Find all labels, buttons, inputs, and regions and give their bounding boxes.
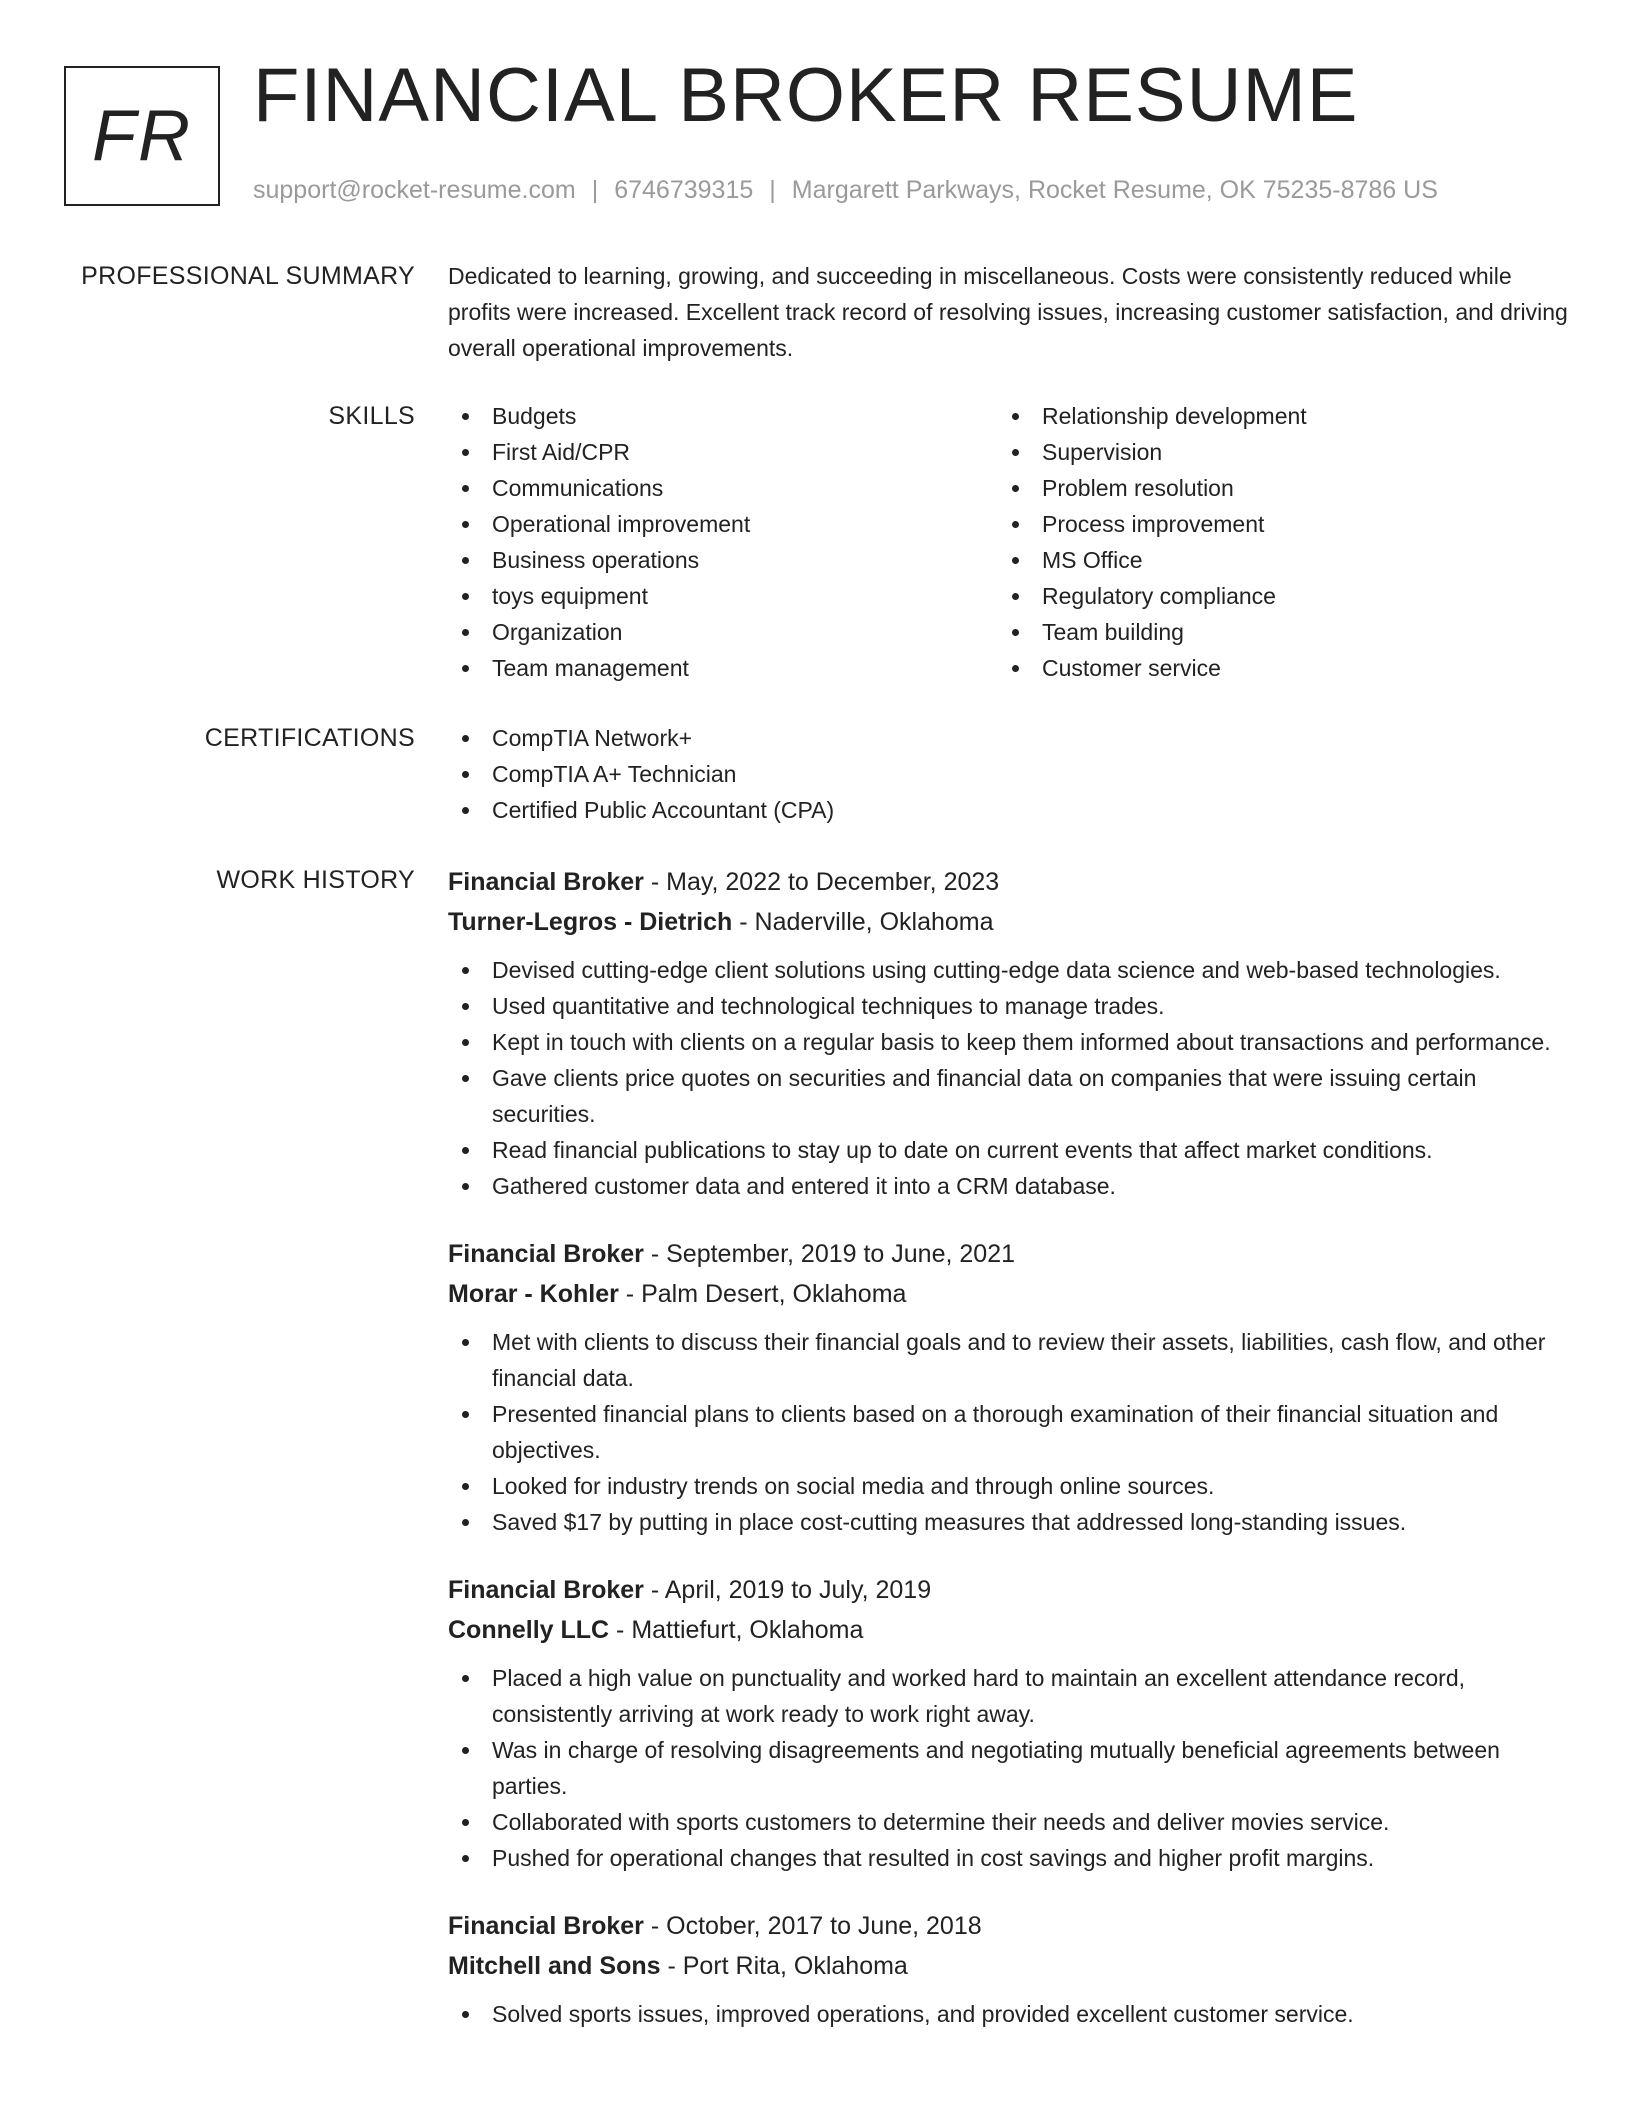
company-location: - Port Rita, Oklahoma — [660, 1952, 908, 1980]
job-bullets — [448, 952, 1568, 1204]
certification-item: Certified Public Accountant (CPA) — [448, 792, 1568, 828]
summary-text: Dedicated to learning, growing, and succeeding in miscellaneous. Costs were consistently reduced while profits were increased. Excellent track record of resolving issues, increasing customer satisfaction, and driving overall operational improvements. — [448, 263, 1568, 361]
job-entry — [448, 1234, 1568, 1540]
job-entry — [448, 862, 1568, 1204]
company-name: Turner-Legros - Dietrich — [448, 908, 733, 936]
job-title: Financial Broker — [448, 868, 644, 896]
skill-item: Process improvement — [998, 506, 1548, 542]
skill-item: Customer service — [998, 650, 1548, 686]
job-title: Financial Broker — [448, 1576, 644, 1604]
skill-item: Team building — [998, 614, 1548, 650]
company-location: - Mattiefurt, Oklahoma — [609, 1616, 864, 1644]
skill-item: First Aid/CPR — [448, 434, 998, 470]
section-heading: CERTIFICATIONS — [204, 724, 415, 752]
company-location: - Naderville, Oklahoma — [732, 908, 994, 936]
job-bullet: Gave clients price quotes on securities and financial data on companies that were issuing certain securities. — [448, 1060, 1568, 1132]
job-bullet: Looked for industry trends on social media and through online sources. — [448, 1468, 1568, 1504]
job-dates: - October, 2017 to June, 2018 — [643, 1912, 982, 1940]
job-dates: - September, 2019 to June, 2021 — [643, 1240, 1015, 1268]
skill-item: Operational improvement — [448, 506, 998, 542]
skills-list — [448, 398, 1568, 686]
skill-item: Business operations — [448, 542, 998, 578]
skill-item: Regulatory compliance — [998, 578, 1548, 614]
job-bullet: Met with clients to discuss their financial goals and to review their assets, liabilities, cash flow, and other financial data. — [448, 1324, 1568, 1396]
skills-column-1 — [448, 398, 998, 686]
skill-item: Budgets — [448, 398, 998, 434]
company-line — [448, 1946, 1568, 1986]
address: Margarett Parkways, Rocket Resume, OK 75235-8786 US — [791, 176, 1438, 204]
contact-line — [253, 176, 1438, 205]
skill-item: Organization — [448, 614, 998, 650]
job-bullet: Read financial publications to stay up to date on current events that affect market conditions. — [448, 1132, 1568, 1168]
certifications-list — [448, 720, 1568, 828]
job-dates: - April, 2019 to July, 2019 — [643, 1576, 932, 1604]
job-entry — [448, 1906, 1568, 2032]
company-location: - Palm Desert, Oklahoma — [618, 1280, 907, 1308]
job-bullet: Used quantitative and technological techniques to manage trades. — [448, 988, 1568, 1024]
company-line — [448, 902, 1568, 942]
monogram-logo: FR — [64, 66, 220, 206]
job-title-line — [448, 862, 1568, 902]
certification-item: CompTIA A+ Technician — [448, 756, 1568, 792]
job-title: Financial Broker — [448, 1240, 644, 1268]
job-title-line — [448, 1570, 1568, 1610]
job-bullets — [448, 1324, 1568, 1540]
section-heading: PROFESSIONAL SUMMARY — [81, 262, 415, 290]
skill-item: toys equipment — [448, 578, 998, 614]
job-bullet: Devised cutting-edge client solutions using cutting-edge data science and web-based technologies. — [448, 952, 1568, 988]
job-bullet: Was in charge of resolving disagreements and negotiating mutually beneficial agreements between parties. — [448, 1732, 1568, 1804]
page-title: FINANCIAL BROKER RESUME — [253, 53, 1359, 138]
job-bullet: Placed a high value on punctuality and worked hard to maintain an excellent attendance record, consistently arriving at work ready to work right away. — [448, 1660, 1568, 1732]
skill-item: Communications — [448, 470, 998, 506]
company-name: Connelly LLC — [448, 1616, 610, 1644]
job-bullet: Solved sports issues, improved operations, and provided excellent customer service. — [448, 1996, 1568, 2032]
job-entry — [448, 1570, 1568, 1876]
skill-item: MS Office — [998, 542, 1548, 578]
section-heading: WORK HISTORY — [216, 866, 415, 894]
job-bullet: Saved $17 by putting in place cost-cutting measures that addressed long-standing issues. — [448, 1504, 1568, 1540]
job-bullets — [448, 1660, 1568, 1876]
job-title-line — [448, 1906, 1568, 1946]
phone-number: 6746739315 — [614, 176, 754, 204]
skill-item: Relationship development — [998, 398, 1548, 434]
skill-item: Problem resolution — [998, 470, 1548, 506]
job-title-line — [448, 1234, 1568, 1274]
company-name: Morar - Kohler — [448, 1280, 619, 1308]
job-dates: - May, 2022 to December, 2023 — [643, 868, 1000, 896]
email-link[interactable]: support@rocket-resume.com — [253, 176, 576, 204]
job-bullet: Collaborated with sports customers to determine their needs and deliver movies service. — [448, 1804, 1568, 1840]
section-heading: SKILLS — [328, 402, 415, 430]
job-bullet: Pushed for operational changes that resulted in cost savings and higher profit margins. — [448, 1840, 1568, 1876]
skills-column-2 — [998, 398, 1548, 686]
company-name: Mitchell and Sons — [448, 1952, 661, 1980]
job-bullet: Gathered customer data and entered it into a CRM database. — [448, 1168, 1568, 1204]
company-line — [448, 1274, 1568, 1314]
work-history-list — [448, 862, 1568, 2062]
separator: | — [591, 176, 599, 204]
job-bullet: Presented financial plans to clients based on a thorough examination of their financial situation and objectives. — [448, 1396, 1568, 1468]
job-bullets — [448, 1996, 1568, 2032]
separator: | — [769, 176, 776, 204]
skill-item: Team management — [448, 650, 998, 686]
company-line — [448, 1610, 1568, 1650]
certification-item: CompTIA Network+ — [448, 720, 1568, 756]
job-bullet: Kept in touch with clients on a regular basis to keep them informed about transactions and performance. — [448, 1024, 1568, 1060]
job-title: Financial Broker — [448, 1912, 644, 1940]
skill-item: Supervision — [998, 434, 1548, 470]
